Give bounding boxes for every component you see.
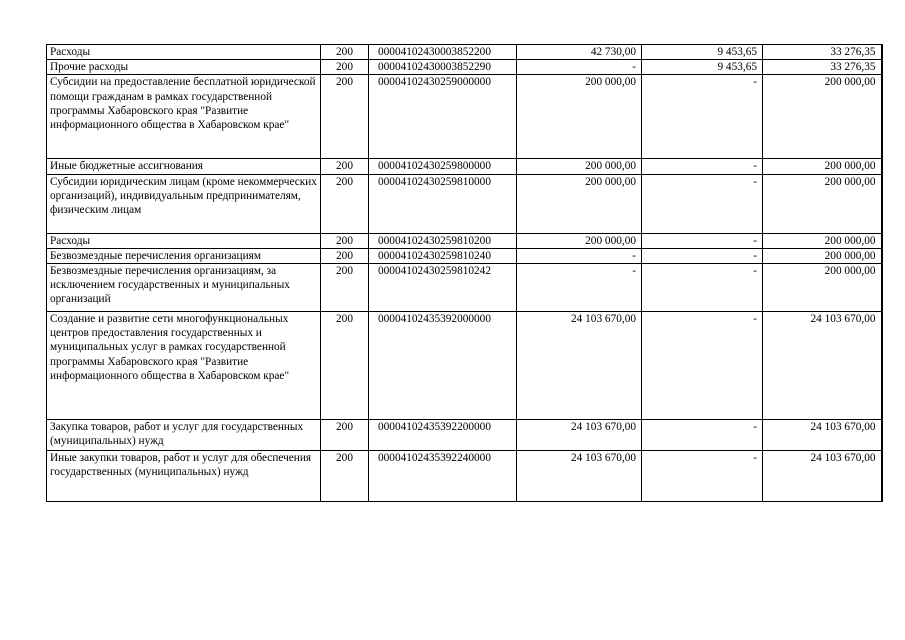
row-approved: 24 103 670,00 [517,312,642,420]
table-row [47,451,882,502]
row-code: 200 [321,45,369,60]
row-executed: - [642,312,763,420]
row-remaining: 200 000,00 [763,264,882,312]
row-code: 200 [321,174,369,233]
row-name: Создание и развитие сети многофункциональных центров предоставления государственных и муниципальных услуг в рамках государственной программы Хабаровского края "Развитие информационного общества в Хабаровском крае" [47,312,321,420]
row-remaining: 33 276,35 [763,45,882,60]
table-row [47,75,882,159]
row-approved: 24 103 670,00 [517,451,642,502]
row-kbk: 00004102430003852200 [369,45,517,60]
row-remaining: 24 103 670,00 [763,420,882,451]
row-approved: 24 103 670,00 [517,420,642,451]
row-name: Расходы [47,233,321,248]
table-row [47,159,882,174]
budget-execution-table [46,44,883,502]
row-executed: - [642,233,763,248]
row-approved: 200 000,00 [517,75,642,159]
table-row [47,264,882,312]
table-row [47,312,882,420]
row-approved: 200 000,00 [517,159,642,174]
row-approved: 200 000,00 [517,174,642,233]
table-row [47,248,882,263]
row-executed: - [642,248,763,263]
row-kbk: 00004102430259810000 [369,174,517,233]
table-row [47,233,882,248]
row-remaining: 200 000,00 [763,174,882,233]
row-executed: - [642,264,763,312]
table-row [47,60,882,75]
row-remaining: 33 276,35 [763,60,882,75]
row-approved: - [517,264,642,312]
row-code: 200 [321,159,369,174]
row-remaining: 24 103 670,00 [763,312,882,420]
row-executed: - [642,174,763,233]
row-name: Безвозмездные перечисления организациям, за исключением государственных и муниципальных организаций [47,264,321,312]
row-executed: 9 453,65 [642,60,763,75]
row-code: 200 [321,451,369,502]
row-name: Расходы [47,45,321,60]
row-code: 200 [321,75,369,159]
row-code: 200 [321,233,369,248]
row-code: 200 [321,420,369,451]
row-kbk: 00004102430259810200 [369,233,517,248]
row-approved: 42 730,00 [517,45,642,60]
row-executed: - [642,451,763,502]
row-approved: - [517,60,642,75]
row-executed: - [642,159,763,174]
row-approved: 200 000,00 [517,233,642,248]
row-kbk: 00004102430259810242 [369,264,517,312]
row-name: Субсидии на предоставление бесплатной юридической помощи гражданам в рамках государственной программы Хабаровского края "Развитие информационного общества в Хабаровском крае" [47,75,321,159]
row-code: 200 [321,264,369,312]
row-name: Иные закупки товаров, работ и услуг для обеспечения государственных (муниципальных) нужд [47,451,321,502]
row-code: 200 [321,60,369,75]
row-name: Иные бюджетные ассигнования [47,159,321,174]
row-remaining: 200 000,00 [763,248,882,263]
row-kbk: 00004102435392000000 [369,312,517,420]
row-remaining: 200 000,00 [763,233,882,248]
row-executed: - [642,420,763,451]
row-kbk: 00004102435392240000 [369,451,517,502]
table-row [47,420,882,451]
row-executed: 9 453,65 [642,45,763,60]
row-executed: - [642,75,763,159]
table-row [47,174,882,233]
row-kbk: 00004102430259800000 [369,159,517,174]
row-remaining: 24 103 670,00 [763,451,882,502]
row-kbk: 00004102430259000000 [369,75,517,159]
row-code: 200 [321,312,369,420]
row-name: Безвозмездные перечисления организациям [47,248,321,263]
row-name: Прочие расходы [47,60,321,75]
row-name: Закупка товаров, работ и услуг для государственных (муниципальных) нужд [47,420,321,451]
row-kbk: 00004102435392200000 [369,420,517,451]
row-code: 200 [321,248,369,263]
row-remaining: 200 000,00 [763,75,882,159]
report-page [46,44,881,502]
row-kbk: 00004102430003852290 [369,60,517,75]
row-approved: - [517,248,642,263]
row-kbk: 00004102430259810240 [369,248,517,263]
table-row [47,45,882,60]
row-name: Субсидии юридическим лицам (кроме некоммерческих организаций), индивидуальным предпринимателям, физическим лицам [47,174,321,233]
row-remaining: 200 000,00 [763,159,882,174]
